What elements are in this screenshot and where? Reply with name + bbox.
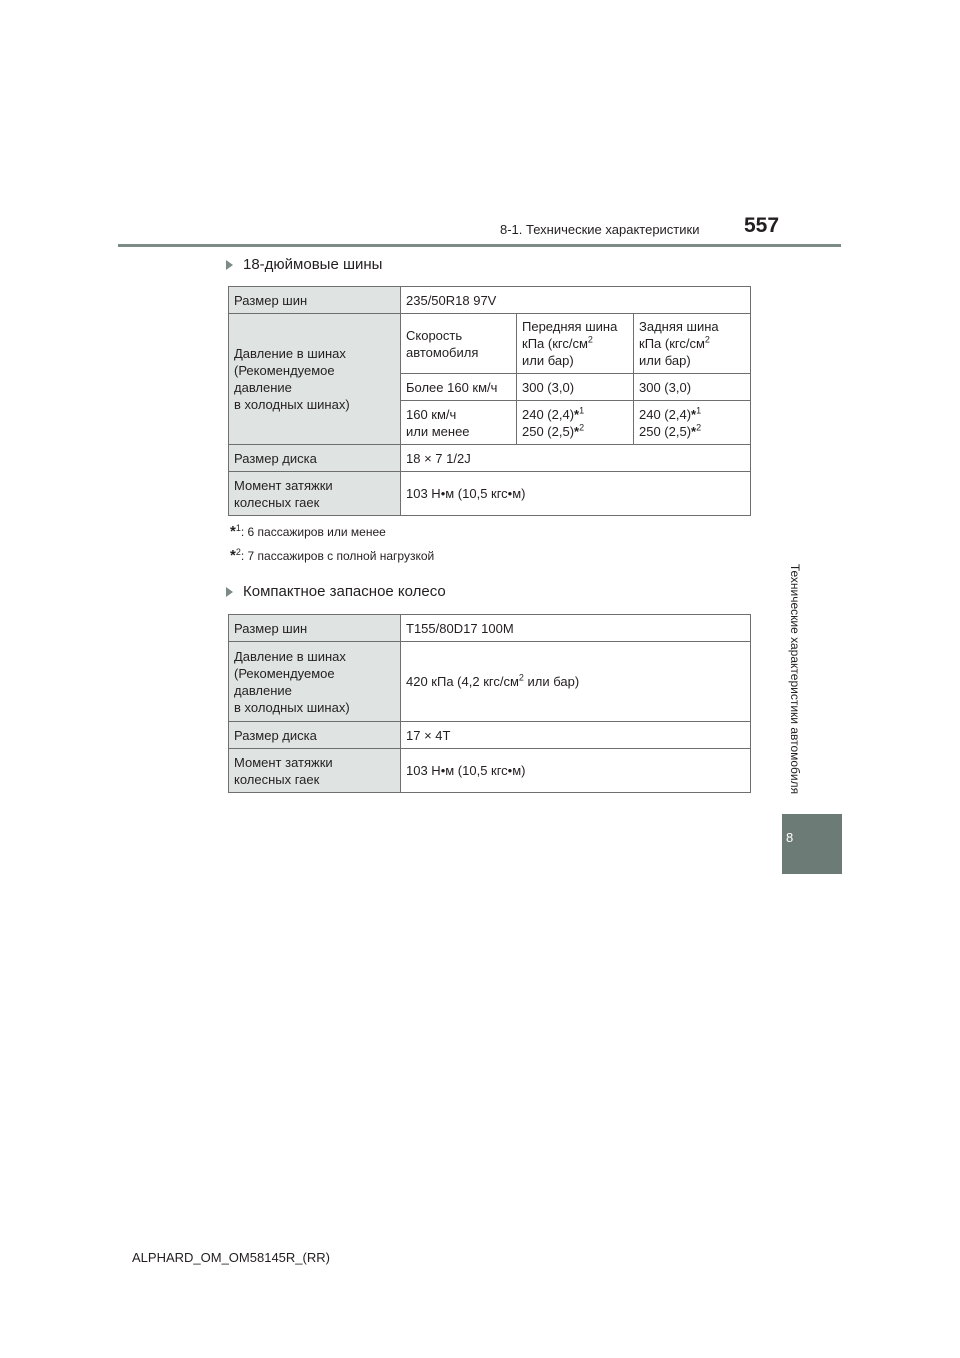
table-row xyxy=(229,722,751,749)
tire-size-label: Размер шин xyxy=(229,287,401,314)
speed-header: Скорость автомобиля xyxy=(401,314,517,374)
front-pressure-low: 240 (2,4)*$^1$ 250 (2,5)*$^2$ xyxy=(517,401,634,445)
triangle-bullet-icon xyxy=(226,587,233,597)
section-heading-spare: Компактное запасное колесо xyxy=(226,583,446,600)
spare-disc-value: 17 × 4T xyxy=(401,722,751,749)
pressure-label: Давление в шинах (Рекомендуемое давление в холодных шинах) xyxy=(229,314,401,445)
tire-table-18 xyxy=(228,286,751,516)
table-row xyxy=(229,287,751,314)
table-row xyxy=(229,642,751,722)
footer-document-code: ALPHARD_OM_OM58145R_(RR) xyxy=(132,1250,330,1265)
rear-pressure-low: 240 (2,4)*$^1$ 250 (2,5)*$^2$ xyxy=(634,401,751,445)
spare-pressure-value: 420 кПа (4,2 кгс/$см^2$ или бар) xyxy=(401,642,751,722)
table-row xyxy=(229,472,751,516)
spare-disc-label: Размер диска xyxy=(229,722,401,749)
spare-tire-table xyxy=(228,614,751,793)
torque-value: 103 Н•м (10,5 кгс•м) xyxy=(401,472,751,516)
rear-pressure-high: 300 (3,0) xyxy=(634,374,751,401)
front-tire-header: Передняя шина кПа ($кгс/см^2$ или бар) xyxy=(517,314,634,374)
page-number: 557 xyxy=(744,214,780,237)
side-tab-number: 8 xyxy=(786,830,794,845)
table-row xyxy=(229,445,751,472)
footnote-2: *$^2$: 7 пассажиров с полной нагрузкой xyxy=(230,547,435,564)
disc-size-value: 18 × 7 1/2J xyxy=(401,445,751,472)
header-section-title: 8-1. Технические характеристики xyxy=(500,222,700,237)
table-row xyxy=(229,615,751,642)
rear-tire-header: Задняя шина кПа ($кгс/см^2$ или бар) xyxy=(634,314,751,374)
header-rule xyxy=(118,244,841,247)
spare-size-label: Размер шин xyxy=(229,615,401,642)
table-row xyxy=(229,749,751,793)
front-pressure-high: 300 (3,0) xyxy=(517,374,634,401)
disc-size-label: Размер диска xyxy=(229,445,401,472)
spare-pressure-label: Давление в шинах (Рекомендуемое давление в холодных шинах) xyxy=(229,642,401,722)
torque-label: Момент затяжки колесных гаек xyxy=(229,472,401,516)
spare-torque-label: Момент затяжки колесных гаек xyxy=(229,749,401,793)
spare-size-value: T155/80D17 100M xyxy=(401,615,751,642)
triangle-bullet-icon xyxy=(226,260,233,270)
side-tab-label: Технические характеристики автомобиля xyxy=(788,563,802,795)
speed-160-or-less: 160 км/ч или менее xyxy=(401,401,517,445)
footnote-1: *$^1$: 6 пассажиров или менее xyxy=(230,523,386,540)
section-heading-18: 18-дюймовые шины xyxy=(226,256,382,273)
spare-torque-value: 103 Н•м (10,5 кгс•м) xyxy=(401,749,751,793)
table-row xyxy=(229,314,751,374)
tire-size-value: 235/50R18 97V xyxy=(401,287,751,314)
speed-over-160: Более 160 км/ч xyxy=(401,374,517,401)
